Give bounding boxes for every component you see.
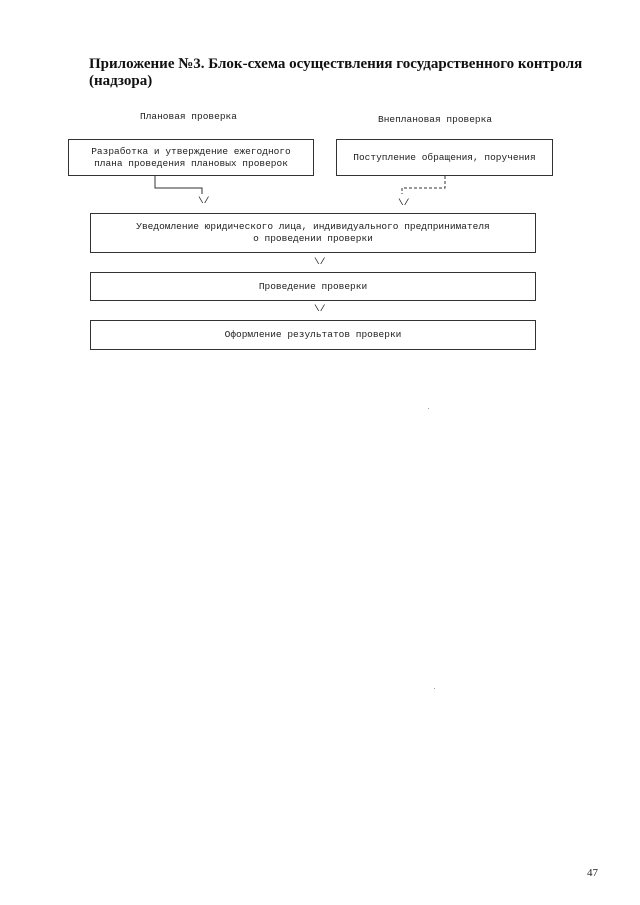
inspection-text: Проведение проверки bbox=[258, 280, 368, 292]
page-title: Приложение №3. Блок-схема осуществления государственного контроля (надзора) bbox=[89, 56, 583, 89]
planned-inspection-label: Плановая проверка bbox=[140, 111, 237, 122]
results-text: Оформление результатов проверки bbox=[224, 329, 402, 340]
arrow-down-icon: \/ bbox=[314, 256, 326, 267]
inspection-box bbox=[90, 272, 536, 301]
arrow-down-icon: \/ bbox=[314, 303, 326, 314]
annual-plan-line-2: плана проведения плановых проверок bbox=[94, 157, 288, 169]
scan-speck bbox=[434, 688, 435, 689]
connector-planned bbox=[155, 176, 202, 194]
arrow-down-icon: \/ bbox=[198, 195, 210, 206]
notification-line-1: Уведомление юридического лица, индивидуального предпринимателя bbox=[136, 221, 490, 232]
notification-box bbox=[90, 213, 536, 253]
annual-plan-line-1: Разработка и утверждение ежегодного bbox=[91, 145, 291, 157]
arrow-down-icon: \/ bbox=[398, 197, 410, 208]
page-number: 47 bbox=[587, 867, 598, 879]
scan-speck bbox=[428, 408, 429, 409]
notification-line-2: о проведении проверки bbox=[253, 233, 373, 244]
connector-unplanned bbox=[402, 176, 445, 194]
request-order-text: Поступление обращения, поручения bbox=[353, 151, 536, 163]
unplanned-inspection-label: Внеплановая проверка bbox=[378, 114, 493, 125]
results-box bbox=[90, 320, 536, 350]
